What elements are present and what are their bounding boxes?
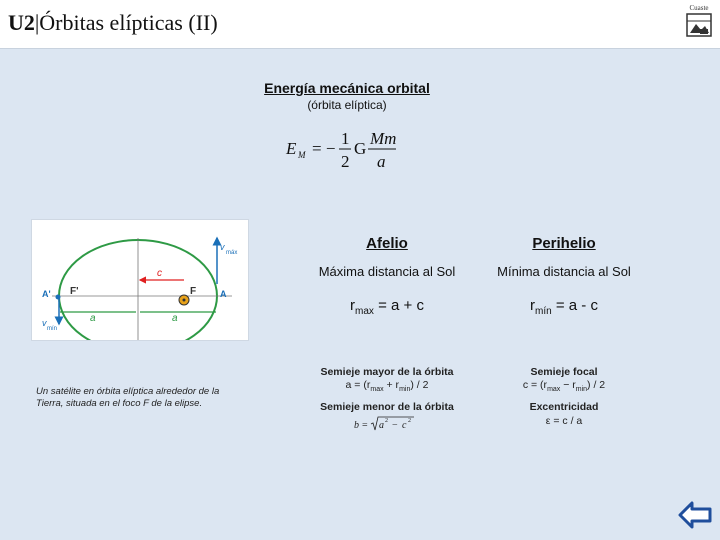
semieje-menor-formula <box>352 413 422 433</box>
semieje-mayor-formula: $a = (r_{max} + r_{min}) / 2$ <box>345 379 429 394</box>
publisher-logo: Cuaste <box>684 4 714 38</box>
diagram-caption: Un satélite en órbita elíptica alrededor de la Tierra, situada en el foco F de la elipse. <box>36 386 220 409</box>
logo-icon <box>686 13 712 37</box>
svg-text:1: 1 <box>341 129 350 148</box>
semieje-focal-formula: $c = (r_{max} - r_{min}) / 2$ <box>522 379 606 394</box>
svg-text:a: a <box>90 313 96 324</box>
svg-text:Mm: Mm <box>370 129 397 148</box>
orbit-diagram <box>31 219 249 341</box>
svg-text:E: E <box>286 139 297 158</box>
svg-text:2: 2 <box>385 418 388 424</box>
energy-formula <box>284 124 414 174</box>
afelio-description: Máxima distancia al Sol <box>318 264 456 279</box>
perihelio-formula: $r_{mín} = a - c$ <box>530 297 598 317</box>
svg-text:2: 2 <box>408 418 411 424</box>
section-subtitle: (órbita elíptica) <box>307 98 387 112</box>
afelio-heading: Afelio <box>366 235 408 252</box>
svg-text:máx: máx <box>226 250 238 256</box>
svg-text:G: G <box>354 139 367 158</box>
excentricidad-label: Excentricidad <box>529 401 599 413</box>
semieje-mayor-label: Semieje mayor de la órbita <box>320 366 454 378</box>
svg-text:F': F' <box>70 286 79 297</box>
svg-text:F: F <box>190 286 197 297</box>
semieje-focal-label: Semieje focal <box>530 366 598 378</box>
header-bar <box>0 0 720 49</box>
semieje-menor-label: Semieje menor de la órbita <box>320 401 454 413</box>
svg-text:A': A' <box>42 289 51 299</box>
svg-text:c: c <box>402 420 407 431</box>
svg-text:v: v <box>42 318 47 328</box>
svg-text:2: 2 <box>341 152 350 171</box>
svg-text:a: a <box>379 420 384 431</box>
perihelio-description: Mínima distancia al Sol <box>497 264 631 279</box>
ellipse-diagram <box>32 220 248 340</box>
excentricidad-formula: ε = c / a <box>545 415 583 427</box>
svg-text:=: = <box>362 420 368 431</box>
afelio-formula: $r_{max} = a + c$ <box>350 297 424 317</box>
svg-text:v: v <box>220 242 225 252</box>
c-label: c <box>157 268 162 279</box>
page-title: U2|Órbitas elípticas (II) <box>8 10 218 35</box>
back-arrow-icon[interactable] <box>678 500 712 530</box>
svg-text:mín: mín <box>47 326 58 332</box>
svg-text:= −: = − <box>312 139 336 158</box>
perihelio-heading: Perihelio <box>532 235 596 252</box>
svg-text:a: a <box>377 152 386 171</box>
svg-text:a: a <box>172 313 178 324</box>
svg-text:A: A <box>220 289 227 299</box>
svg-text:M: M <box>298 150 306 160</box>
svg-text:b: b <box>354 420 359 431</box>
svg-text:−: − <box>392 420 398 431</box>
section-title: Energía mecánica orbital <box>264 80 430 96</box>
